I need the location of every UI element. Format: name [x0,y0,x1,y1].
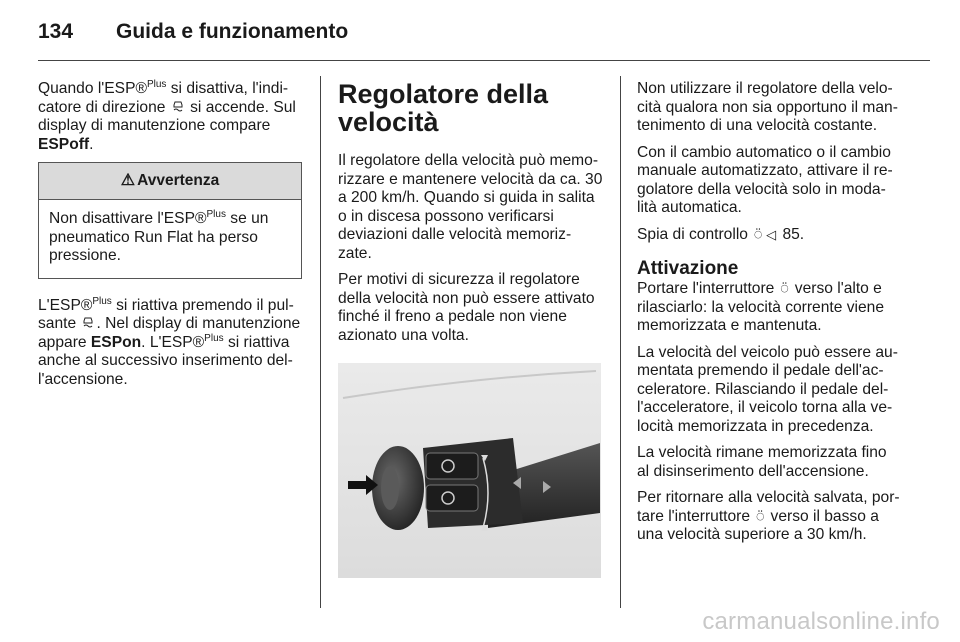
esp-off-paragraph: Quando l'ESP®$^{Plus}$ si disattiva, l'indi- catore di direzione si accende. Sul display di manutenzione compare ESPoff. [38,78,296,153]
section-heading: Regolatore della velocità [338,79,549,137]
cruise-resume-icon: ⍥ [756,508,765,524]
column-3 [637,80,902,553]
cruise-control-icon: ⍥ [754,226,763,242]
column-1 [38,80,303,397]
warning-triangle-icon: ⚠ [120,171,136,189]
header-divider [38,60,930,61]
intro-paragraph: Il regolatore della velocità può memo- rizzare e mantenere velocità da ca. 30 a 200 km/h. Quando si guida in salita o in discesa possono verificarsi deviazioni dalle velocità memoriz- zate. [338,152,603,262]
memory-paragraph: La velocità rimane memorizzata fino al disinserimento dell'accensione. [637,444,887,480]
skid-car-icon [170,99,186,118]
safety-paragraph: Per motivi di sicurezza il regolatore della velocità non può essere attivato finché il freno a pedale non viene azionato una volta. [338,271,595,344]
warning-text: Non disattivare l'ESP®$^{Plus}$ se un pneumatico Run Flat ha perso pressione. [49,208,269,264]
watermark: carmanualsonline.info [702,608,940,635]
control-light-paragraph: Spia di controllo ⍥ ◁ 85. [637,225,805,243]
accelerate-paragraph: La velocità del veicolo può essere au- mentata premendo il pedale dell'ac- celeratore. Rilasciando il pedale del- l'acceleratore, il veicolo torna alla ve- locità memorizzata in precedenza. [637,343,898,435]
page-title: Guida e funzionamento [116,20,349,43]
arrow-ref-icon: ◁ [766,226,777,242]
warning-box [38,162,302,279]
column-divider-1 [320,76,321,608]
page-header [38,20,348,50]
cruise-control-icon: ⍥ [780,281,789,296]
column-divider-2 [620,76,621,608]
cruise-control-stalk-illustration [338,363,601,578]
gearbox-paragraph: Con il cambio automatico o il cambio manuale automatizzato, attivare il re- golatore della velocità solo in moda- lità automatica. [637,143,893,216]
page-number: 134 [38,20,74,43]
warning-header [39,163,301,200]
column-2 [338,80,603,578]
subsection-heading: Attivazione [637,258,739,279]
resume-paragraph: Per ritornare alla velocità salvata, por- tare l'interruttore ⍥ verso il basso a una velocità superiore a 30 km/h. [637,489,900,543]
usage-paragraph: Non utilizzare il regolatore della velo- cità qualora non sia opportuno il man- tenimento di una velocità costante. [637,80,898,134]
activation-paragraph: Portare l'interruttore ⍥ verso l'alto e rilasciarlo: la velocità corrente viene memorizzata e mantenuta. [637,280,885,334]
skid-car-icon [80,315,96,334]
esp-on-paragraph: L'ESP®$^{Plus}$ si riattiva premendo il pul- sante . Nel display di manutenzione appare ESPon. L'ESP®$^{Plus}$ si riattiva anche al successivo inserimento del- l'accensione. [38,295,301,388]
warning-title: Avvertenza [137,171,220,189]
